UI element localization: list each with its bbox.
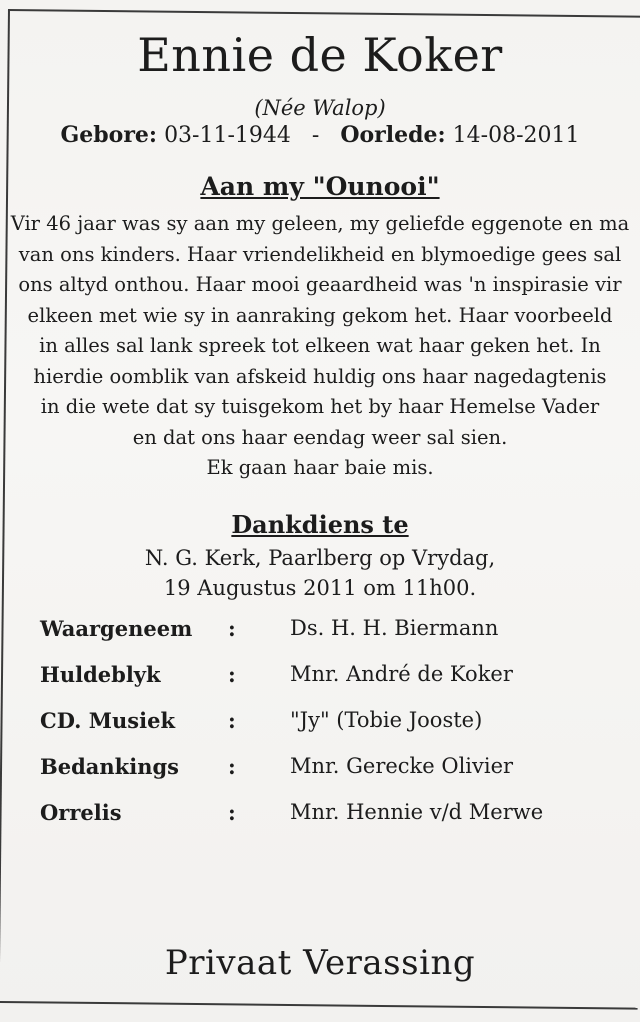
role-row — [40, 708, 620, 754]
role-person: "Jy" (Tobie Jooste) — [290, 708, 483, 732]
role-colon: : — [228, 708, 236, 733]
date-separator: - — [311, 123, 320, 148]
deceased-name: Ennie de Koker — [137, 28, 503, 82]
role-colon: : — [228, 616, 236, 641]
service-roles — [40, 616, 620, 846]
tribute-line: van ons kinders. Haar vriendelikheid en blymoedige gees sal — [18, 242, 622, 266]
service-details — [0, 543, 640, 603]
role-person: Ds. H. H. Biermann — [290, 616, 499, 640]
role-person: Mnr. André de Koker — [290, 662, 513, 686]
role-row — [40, 662, 620, 708]
tribute-line: Ek gaan haar baie mis. — [206, 456, 434, 479]
role-label: Huldeblyk — [40, 662, 161, 687]
role-row — [40, 800, 620, 846]
role-colon: : — [228, 800, 236, 825]
role-row — [40, 754, 620, 800]
tribute-line: in die wete dat sy tuisgekom het by haar Hemelse Vader — [40, 395, 600, 418]
tribute-line: en dat ons haar eendag weer sal sien. — [132, 425, 508, 449]
tribute-line: Vir 46 jaar was sy aan my geleen, my geliefde eggenote en ma — [10, 212, 630, 235]
role-label: Bedankings — [40, 754, 179, 779]
service-datetime: 19 Augustus 2011 om 11h00. — [163, 576, 477, 600]
footer-note: Privaat Verassing — [164, 943, 476, 983]
born-label: Gebore: — [60, 122, 158, 148]
service-venue: N. G. Kerk, Paarlberg op Vrydag, — [144, 546, 496, 570]
role-row — [40, 616, 620, 662]
role-colon: : — [228, 662, 236, 687]
life-dates — [0, 122, 640, 148]
tribute-line: elkeen met wie sy in aanraking gekom het. Haar voorbeeld — [27, 303, 613, 327]
role-label: Orrelis — [40, 800, 122, 825]
tribute-line: ons altyd onthou. Haar mooi geaardheid was 'n inspirasie vir — [18, 273, 622, 296]
role-person: Mnr. Hennie v/d Merwe — [290, 800, 544, 824]
tribute-line: in alles sal lank spreek tot elkeen wat haar geken het. In — [39, 334, 601, 357]
tribute-line: hierdie oomblik van afskeid huldig ons haar nagedagtenis — [33, 364, 607, 388]
maiden-name: (Née Walop) — [254, 96, 386, 120]
service-heading: Dankdiens te — [231, 510, 409, 539]
role-colon: : — [228, 754, 236, 779]
role-label: CD. Musiek — [40, 708, 176, 733]
role-person: Mnr. Gerecke Olivier — [290, 754, 514, 778]
tribute-heading: Aan my "Ounooi" — [200, 172, 440, 201]
died-date: 14-08-2011 — [452, 123, 580, 148]
tribute-text — [0, 209, 640, 484]
born-date: 03-11-1944 — [164, 123, 291, 148]
role-label: Waargeneem — [40, 616, 193, 641]
died-label: Oorlede: — [340, 122, 446, 148]
